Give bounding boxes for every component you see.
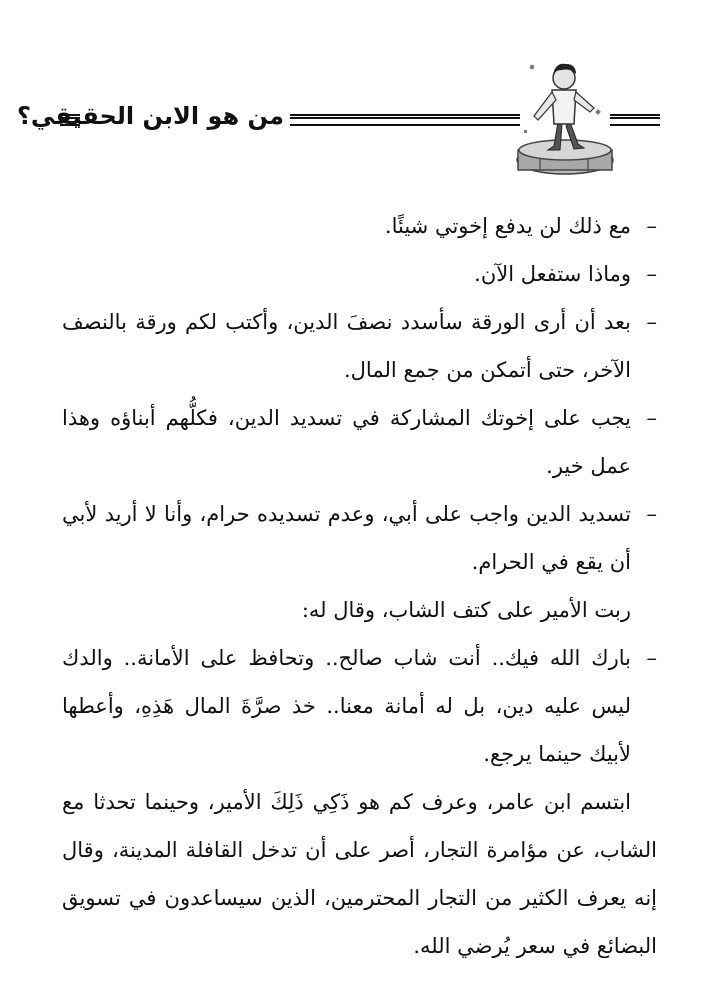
dialog-dash: – [646,502,657,526]
dialog-dash: – [646,262,657,286]
dialog-dash: – [646,310,657,334]
dialog-text: بارك الله فيك.. أنت شاب صالح.. وتحافظ على الأمانة.. والدك ليس عليه دين، بل له أمانة معنا.. خذ صرَّةَ المال هَذِهِ، وأعطها لأبيك حينما يرجع. [62,646,631,766]
dialog-line [62,202,657,250]
dialog-dash: – [646,406,657,430]
header-rule-right [610,114,660,126]
dialog-line [62,298,657,394]
narration-paragraph: ابتسم ابن عامر، وعرف كم هو ذَكِي ذَلِكَ الأمير، وحينما تحدثا مع الشاب، عن مؤامرة التجار، أصر على أن تدخل القافلة المدينة، وقال إنه يعرف الكثير من التجار المحترمين، الذين سيساعدون في تسويق البضائع في سعر يُرضي الله. [62,790,657,958]
header-rule-middle [290,114,520,126]
dialog-text: وماذا ستفعل الآن. [474,262,631,286]
dialog-text: مع ذلك لن يدفع إخوتي شيئًا. [384,214,631,238]
dialog-line [62,634,657,778]
narration-paragraph: ربت الأمير على كتف الشاب، وقال له: [301,598,631,622]
dialog-line [62,394,657,490]
page-body [62,202,657,970]
dialog-text: تسديد الدين واجب على أبي، وعدم تسديده حرام، وأنا لا أريد لأبي أن يقع في الحرام. [62,502,631,574]
dialog-dash: – [646,646,657,670]
chapter-title: من هو الابن الحقيقي؟ [17,102,284,130]
dialog-line [62,490,657,586]
dialog-text: بعد أن أرى الورقة سأسدد نصفَ الدين، وأكتب لكم ورقة بالنصف الآخر، حتى أتمكن من جمع المال. [62,310,631,382]
boy-on-barrel-illustration [510,50,620,180]
dialog-line [62,250,657,298]
chapter-header [17,50,670,180]
boy-on-barrel-image [510,50,620,180]
dialog-text: يجب على إخوتك المشاركة في تسديد الدين، فكلُّهم أبناؤه وهذا عمل خير. [62,406,631,478]
dialog-dash: – [646,214,657,238]
